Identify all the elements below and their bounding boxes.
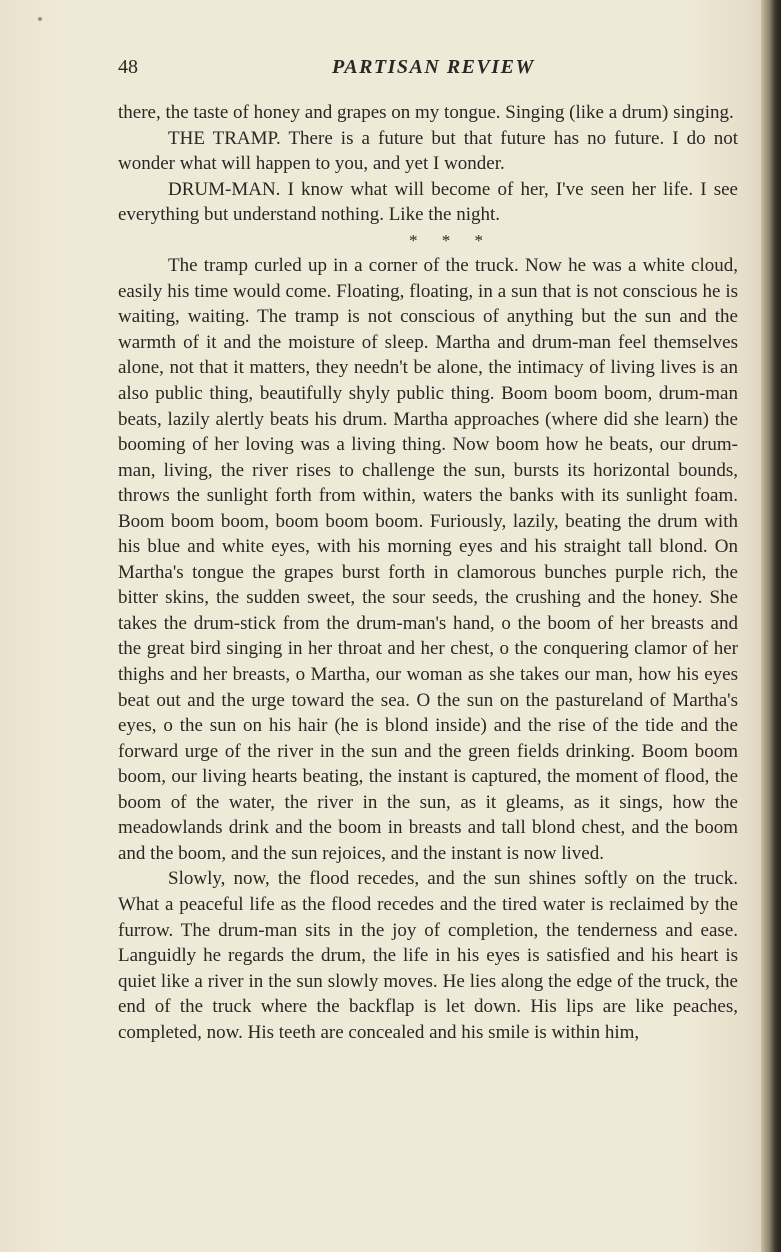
paragraph-drum-man-dialogue: DRUM-MAN. I know what will become of her, I've seen her life. I see everything but understand nothing. Like the night.	[118, 178, 738, 226]
paragraph-flood-recedes: Slowly, now, the flood recedes, and the sun shines softly on the truck. What a peaceful life as the flood recedes and the tired water is reclaimed by the furrow. The drum-man sits in the joy of completion, the tenderness and ease. Languidly he regards the drum, the life in his eyes is satisfied and his heart is quiet like a river in the sun slowly moves. He lies along the edge of the truck, the end of the truck where the backflap is let down. His lips are like peaches, completed, now. His teeth are concealed and his smile is within him,	[118, 868, 738, 1043]
page-header	[118, 56, 738, 80]
paragraph-tramp-dialogue: THE TRAMP. There is a future but that future has no future. I do not wonder what will happen to you, and yet I wonder.	[118, 127, 738, 175]
paragraph-narrative: The tramp curled up in a corner of the truck. Now he was a white cloud, easily his time would come. Floating, floating, in a sun that is not conscious he is waiting, waiting. The tramp is not conscious of anything but the sun and the warmth of it and the moisture of sleep. Martha and drum-man feel themselves alone, not that it matters, they needn't be alone, the intimacy of living lives is an also public thing, beautifully shyly public thing. Boom boom boom, drum-man beats, lazily alertly beats his drum. Martha approaches (where did she learn) the booming of her loving was a living thing. Now boom how he beats, our drum-man, living, the river rises to challenge the sun, bursts its horizontal bounds, throws the sunlight forth from within, waters the banks with its sunlight foam. Boom boom boom, boom boom boom. Furiously, lazily, beating the drum with his blue and white eyes, with his morning eyes and his straight tall blond. On Martha's tongue the grapes burst forth in clamorous bunches purple rich, the bitter skins, the sudden sweet, the sour seeds, the crushing and the honey. She takes the drum-stick from the drum-man's hand, o the boom of her breasts and the great bird singing in her throat and her chest, o the conquering clamor of her thighs and her breasts, o Martha, our woman as she takes our man, how his eyes beat out and the urge toward the sea. O the sun on the pastureland of Martha's eyes, o the sun on his hair (he is blond inside) and the rise of the tide and the forward urge of the river in the sun and the green fields drinking. Boom boom boom, our living hearts beating, the instant is captured, the moment of flood, the boom of the water, the river in the sun, as it gleams, as it sings, how the meadowlands drink and the boom in breasts and tall blond chest, and the boom and the boom, and the sun rejoices, and the instant is now lived.	[118, 255, 738, 864]
page-speck	[38, 17, 42, 21]
section-break: * * *	[409, 230, 493, 250]
book-spine-shadow	[761, 0, 781, 1252]
body-text	[118, 100, 738, 1045]
paragraph-continued: there, the taste of honey and grapes on my tongue. Singing (like a drum) singing.	[118, 102, 734, 123]
page-number: 48	[118, 56, 138, 78]
running-title: PARTISAN REVIEW	[332, 56, 535, 78]
